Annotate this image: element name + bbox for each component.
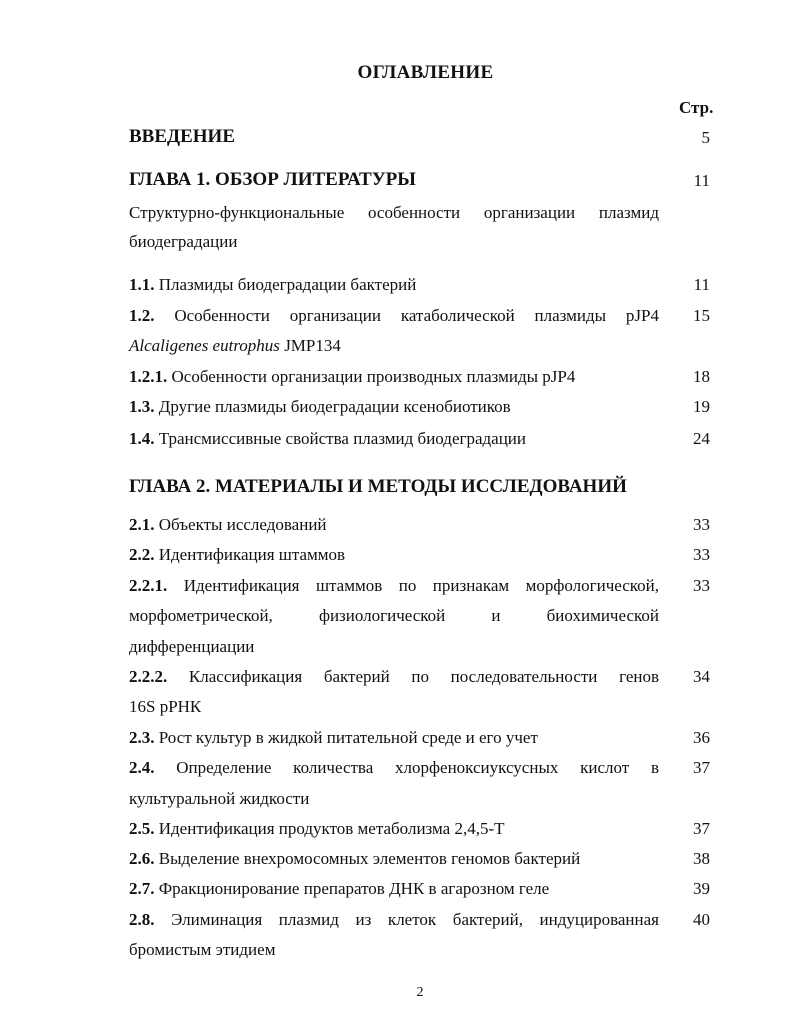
toc-item-page: 40: [693, 910, 710, 929]
toc-item-2-1: [129, 515, 659, 535]
toc-item-text: Идентификация продуктов метаболизма 2,4,5-Т: [158, 819, 505, 838]
toc-item-page: 33: [693, 515, 710, 534]
toc-item-strain: JMP134: [279, 336, 341, 355]
toc-item-number: 1.1.: [129, 275, 155, 294]
toc-intro-page: 5: [701, 128, 710, 147]
toc-item-number: 1.4.: [129, 429, 155, 448]
toc-item-page: 11: [693, 275, 710, 294]
toc-item-2-7: [129, 879, 659, 899]
toc-item-number: 2.8.: [129, 910, 155, 929]
page-column-label: Стр.: [679, 98, 714, 117]
toc-item-1-1: [129, 275, 659, 295]
toc-item-number: 2.3.: [129, 728, 155, 747]
toc-item-page: 37: [693, 758, 710, 777]
toc-item-page: 33: [693, 545, 710, 564]
toc-item-page: 38: [693, 849, 710, 868]
toc-item-number: 2.5.: [129, 819, 155, 838]
toc-chapter1-page: 11: [693, 171, 710, 190]
toc-item-1-2-1: [129, 367, 659, 387]
toc-item-2-2-2: [129, 667, 659, 687]
page-title: ОГЛАВЛЕНИЕ: [357, 62, 494, 83]
toc-item-number: 1.2.1.: [129, 367, 168, 386]
toc-item-2-8-cont1: бромистым этидием: [129, 940, 276, 959]
toc-item-number: 2.7.: [129, 879, 155, 898]
toc-item-number: 2.4.: [129, 758, 155, 777]
toc-item-page: 24: [693, 429, 710, 448]
toc-item-2-2: [129, 545, 659, 565]
footer-page-number: 2: [416, 985, 424, 1000]
toc-item-text: Элиминация плазмид из клеток бактерий, индуцированная: [171, 910, 659, 929]
toc-item-2-2-2-cont1: 16S рРНК: [129, 697, 202, 716]
toc-item-species: Alcaligenes eutrophus: [129, 336, 280, 355]
toc-item-page: 37: [693, 819, 710, 838]
toc-item-2-8: [129, 910, 659, 930]
toc-item-text: Выделение внехромосомных элементов геномов бактерий: [158, 849, 581, 868]
toc-item-number: 1.2.: [129, 306, 155, 325]
toc-item-2-5: [129, 819, 659, 839]
toc-item-text: Объекты исследований: [158, 515, 327, 534]
toc-item-1-4: [129, 429, 659, 449]
toc-item-number: 2.6.: [129, 849, 155, 868]
toc-chapter1-subtitle-1: Структурно-функциональные особенности организации плазмид: [129, 203, 659, 222]
toc-item-text: Идентификация штаммов по признакам морфологической,: [183, 576, 660, 595]
toc-item-page: 36: [693, 728, 710, 747]
toc-item-number: 2.2.2.: [129, 667, 168, 686]
toc-item-page: 39: [693, 879, 710, 898]
toc-item-page: 19: [693, 397, 710, 416]
toc-item-text: Классификация бактерий по последовательности генов: [188, 667, 659, 686]
toc-item-number: 2.2.: [129, 545, 155, 564]
toc-item-number: 2.1.: [129, 515, 155, 534]
toc-item-1-2: [129, 306, 659, 326]
toc-item-text: Идентификация штаммов: [158, 545, 346, 564]
toc-chapter1-subtitle-2: биодеградации: [129, 232, 238, 251]
toc-chapter1-label: ГЛАВА 1. ОБЗОР ЛИТЕРАТУРЫ: [129, 169, 416, 190]
toc-item-page: 15: [693, 306, 710, 325]
toc-item-2-2-1-cont2: дифференциации: [129, 637, 255, 656]
toc-item-text: Рост культур в жидкой питательной среде и его учет: [158, 728, 538, 747]
toc-item-text: Фракционирование препаратов ДНК в агарозном геле: [158, 879, 550, 898]
toc-item-text: Особенности организации производных плазмиды pJP4: [171, 367, 576, 386]
toc-item-text: Определение количества хлорфеноксиуксусных кислот в: [176, 758, 660, 777]
toc-item-page: 33: [693, 576, 710, 595]
toc-item-2-3: [129, 728, 659, 748]
toc-intro-label: ВВЕДЕНИЕ: [129, 126, 235, 147]
toc-item-text: Особенности организации катаболической плазмиды pJP4: [174, 306, 659, 325]
toc-item-2-4: [129, 758, 659, 778]
toc-item-1-2-cont: [129, 336, 659, 356]
toc-item-2-4-cont1: культуральной жидкости: [129, 789, 310, 808]
toc-item-number: 2.2.1.: [129, 576, 168, 595]
toc-item-text: Другие плазмиды биодеградации ксенобиотиков: [158, 397, 511, 416]
toc-item-number: 1.3.: [129, 397, 155, 416]
toc-item-page: 34: [693, 667, 710, 686]
toc-item-page: 18: [693, 367, 710, 386]
toc-item-text: Трансмиссивные свойства плазмид биодеградации: [158, 429, 527, 448]
toc-item-1-3: [129, 397, 659, 417]
toc-chapter2-label: ГЛАВА 2. МАТЕРИАЛЫ И МЕТОДЫ ИССЛЕДОВАНИЙ: [129, 476, 627, 497]
toc-item-text: Плазмиды биодеградации бактерий: [158, 275, 417, 294]
toc-item-2-2-1: [129, 576, 659, 596]
toc-item-2-2-1-cont1: морфометрической, физиологической и биохимической: [129, 606, 659, 625]
toc-item-2-6: [129, 849, 659, 869]
